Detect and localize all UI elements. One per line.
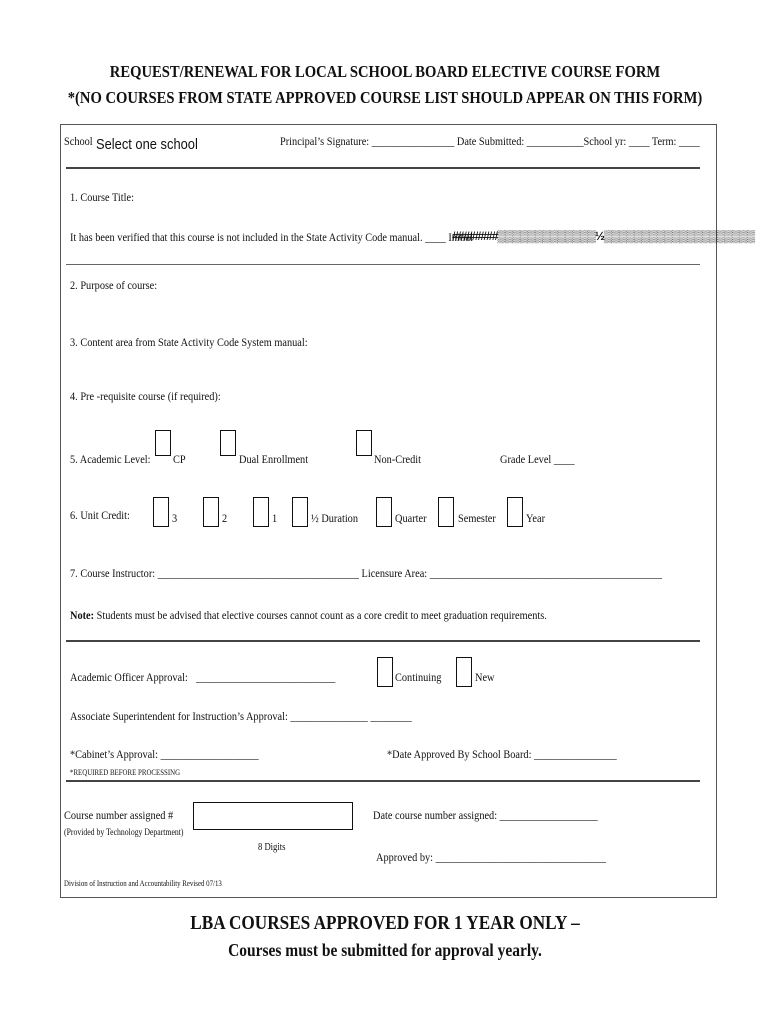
course-title-label: 1. Course Title:	[70, 190, 134, 204]
continuing-label: Continuing	[395, 670, 442, 684]
credit-2-checkbox[interactable]	[203, 497, 219, 527]
instructor-row[interactable]: 7. Course Instructor: _______________________________________ Licensure Area: _____________________________________________	[70, 566, 662, 580]
semester-label: Semester	[458, 511, 496, 525]
grade-level-field[interactable]: Grade Level ____	[500, 452, 575, 466]
course-number-label: Course number assigned #	[64, 808, 174, 822]
unit-credit-label: 6. Unit Credit:	[70, 508, 130, 522]
non-credit-checkbox[interactable]	[356, 430, 372, 456]
quarter-label: Quarter	[395, 511, 427, 525]
non-credit-label: Non-Credit	[374, 452, 422, 466]
divider	[66, 167, 700, 169]
year-label: Year	[526, 511, 546, 525]
note-bold: Note:	[70, 608, 95, 622]
form-subtitle: *(NO COURSES FROM STATE APPROVED COURSE LIST SHOULD APPEAR ON THIS FORM)	[67, 88, 703, 107]
note-text	[70, 608, 547, 623]
cp-checkbox[interactable]	[155, 430, 171, 456]
date-assigned-row[interactable]: Date course number assigned: ___________________	[373, 808, 598, 822]
credit-3-label: 3	[172, 511, 178, 525]
academic-level-label: 5. Academic Level:	[70, 452, 151, 466]
approved-by-row[interactable]: Approved by: _________________________________	[376, 850, 606, 864]
course-number-input[interactable]	[193, 802, 353, 830]
date-approved-row[interactable]: *Date Approved By School Board: ________________	[387, 747, 617, 761]
school-select[interactable]: Select one school	[96, 136, 198, 153]
half-duration-label: ½ Duration	[311, 511, 359, 525]
provided-by-label: (Provided by Technology Department)	[64, 827, 184, 837]
credit-1-label: 1	[272, 511, 278, 525]
quarter-checkbox[interactable]	[376, 497, 392, 527]
content-area-label: 3. Content area from State Activity Code System manual:	[70, 335, 308, 349]
credit-2-label: 2	[222, 511, 228, 525]
divider	[66, 640, 700, 642]
new-label: New	[475, 670, 495, 684]
form-title: REQUEST/RENEWAL FOR LOCAL SCHOOL BOARD ELECTIVE COURSE FORM	[109, 62, 661, 81]
footer-headline: LBA COURSES APPROVED FOR 1 YEAR ONLY –	[190, 912, 580, 934]
cabinet-approval-row[interactable]: *Cabinet’s Approval: ___________________	[70, 747, 259, 761]
semester-checkbox[interactable]	[438, 497, 454, 527]
dual-enrollment-label: Dual Enrollment	[239, 452, 309, 466]
prereq-label: 4. Pre -requisite course (if required):	[70, 389, 221, 403]
half-duration-checkbox[interactable]	[292, 497, 308, 527]
verified-statement: It has been verified that this course is not included in the State Activity Code manual. ____ Initial	[70, 230, 473, 244]
required-note: *REQUIRED BEFORE PROCESSING	[70, 768, 181, 777]
principal-signature-row[interactable]: Principal’s Signature: ________________ Date Submitted: ___________School yr: ____ Term: ____	[280, 134, 700, 148]
divider	[66, 264, 700, 265]
revision-note: Division of Instruction and Accountability Revised 07/13	[64, 879, 222, 888]
academic-officer-label: Academic Officer Approval:	[70, 670, 188, 684]
credit-3-checkbox[interactable]	[153, 497, 169, 527]
academic-officer-line[interactable]: ___________________________	[196, 670, 336, 684]
year-checkbox[interactable]	[507, 497, 523, 527]
assoc-superintendent-row[interactable]: Associate Superintendent for Instruction’s Approval: _______________ ________	[70, 709, 412, 723]
credit-1-checkbox[interactable]	[253, 497, 269, 527]
garbled-text: ########▒▒▒▒▒▒▒▒▒▒▒▒▒½▒▒▒▒▒▒▒▒▒▒▒▒▒▒▒▒▒▒▒▒	[452, 229, 754, 243]
continuing-checkbox[interactable]	[377, 657, 393, 687]
cp-label: CP	[173, 452, 186, 466]
digits-label: 8 Digits	[258, 842, 286, 853]
note-body: Students must be advised that elective courses cannot count as a core credit to meet graduation requirements.	[94, 608, 547, 622]
purpose-label: 2. Purpose of course:	[70, 278, 158, 292]
dual-enrollment-checkbox[interactable]	[220, 430, 236, 456]
divider	[66, 780, 700, 782]
new-checkbox[interactable]	[456, 657, 472, 687]
school-label: School	[64, 134, 93, 148]
footer-subline: Courses must be submitted for approval yearly.	[228, 940, 542, 960]
